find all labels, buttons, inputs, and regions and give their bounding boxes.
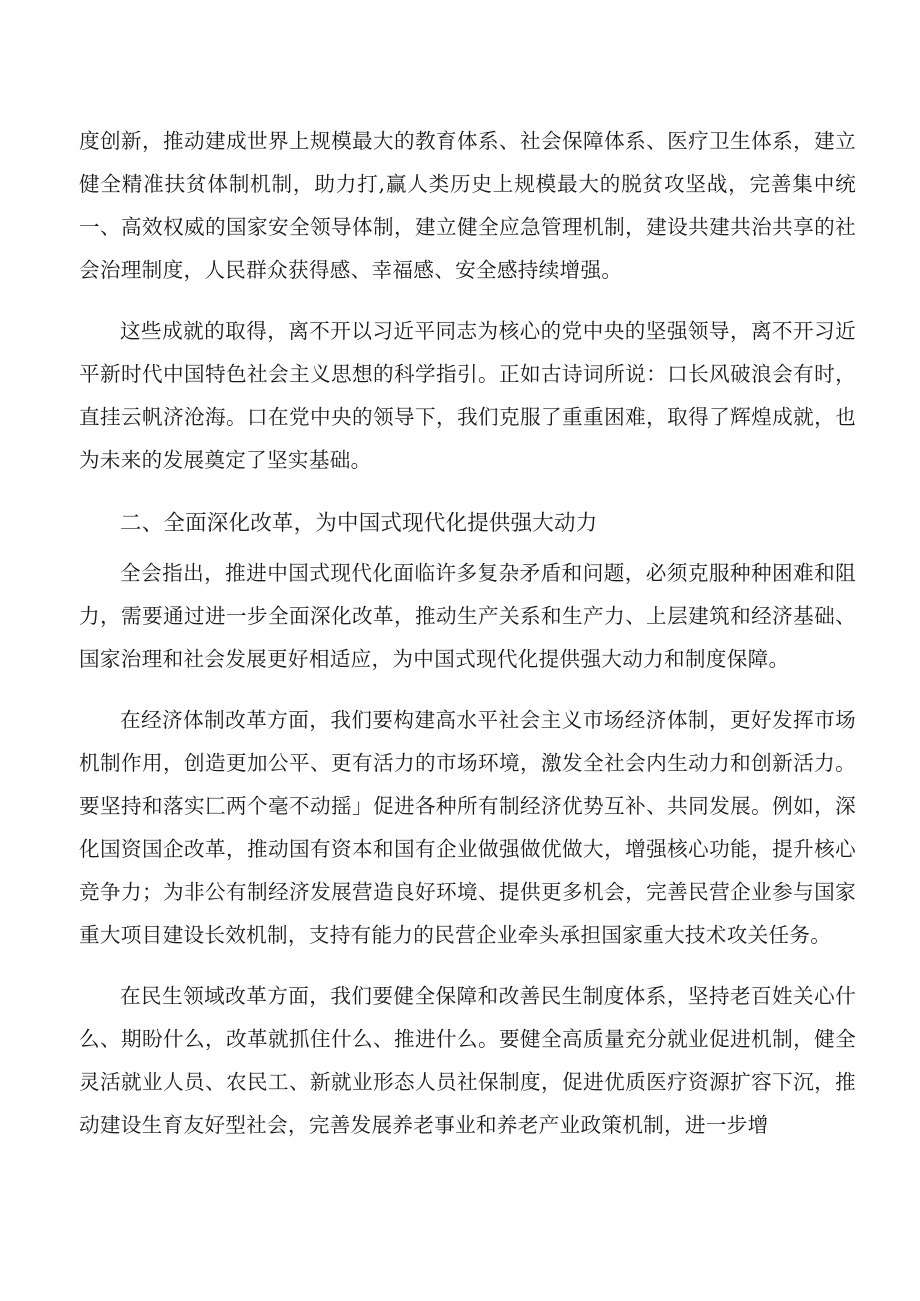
paragraph-achievements: 这些成就的取得，离不开以习近平同志为核心的党中央的坚强领导，离不开习近平新时代中国特色社会主义思想的科学指引。正如古诗词所说：口长风破浪会有时，直挂云帆济沧海。口在党中央的领导下，我们克服了重重困难，取得了辉煌成就，也为未来的发展奠定了坚实基础。 — [79, 319, 856, 472]
document-page — [79, 120, 856, 1147]
paragraph-continuation: 度创新，推动建成世界上规模最大的教育体系、社会保障体系、医疗卫生体系，建立健全精准扶贫体制机制，助力打,赢人类历史上规模最大的脱贫攻坚战，完善集中统一、高效权威的国家安全领导体制，建立健全应急管理机制，建设共建共治共享的社会治理制度，人民群众获得感、幸福感、安全感持续增强。 — [79, 129, 856, 282]
paragraph-economic-reform: 在经济体制改革方面，我们要构建高水平社会主义市场经济体制，更好发挥市场机制作用，创造更加公平、更有活力的市场环境，激发全社会内生动力和创新活力。要坚持和落实匚两个毫不动摇」促进各种所有制经济优势互补、共同发展。例如，深化国资国企改革，推动国有资本和国有企业做强做优做大，增强核心功能，提升核心竞争力；为非公有制经济发展营造良好环境、提供更多机会，完善民营企业参与国家重大项目建设长效机制，支持有能力的民营企业牵头承担国家重大技术攻关任务。 — [79, 708, 856, 947]
paragraph-plenum: 全会指出，推进中国式现代化面临许多复杂矛盾和问题，必须克服种种困难和阻力，需要通过进一步全面深化改革，推动生产关系和生产力、上层建筑和经济基础、国家治理和社会发展更好相适应，为中国式现代化提供强大动力和制度保障。 — [79, 561, 856, 671]
section-heading: 二、全面深化改革，为中国式现代化提供强大动力 — [120, 511, 598, 536]
paragraph-livelihood-reform: 在民生领域改革方面，我们要健全保障和改善民生制度体系，坚持老百姓关心什么、期盼什么，改革就抓住什么、推进什么。要健全高质量充分就业促进机制，健全灵活就业人员、农民工、新就业形态人员社保制度，促进优质医疗资源扩容下沉，推动建设生育友好型社会，完善发展养老事业和养老产业政策机制，进一步增 — [79, 984, 856, 1137]
